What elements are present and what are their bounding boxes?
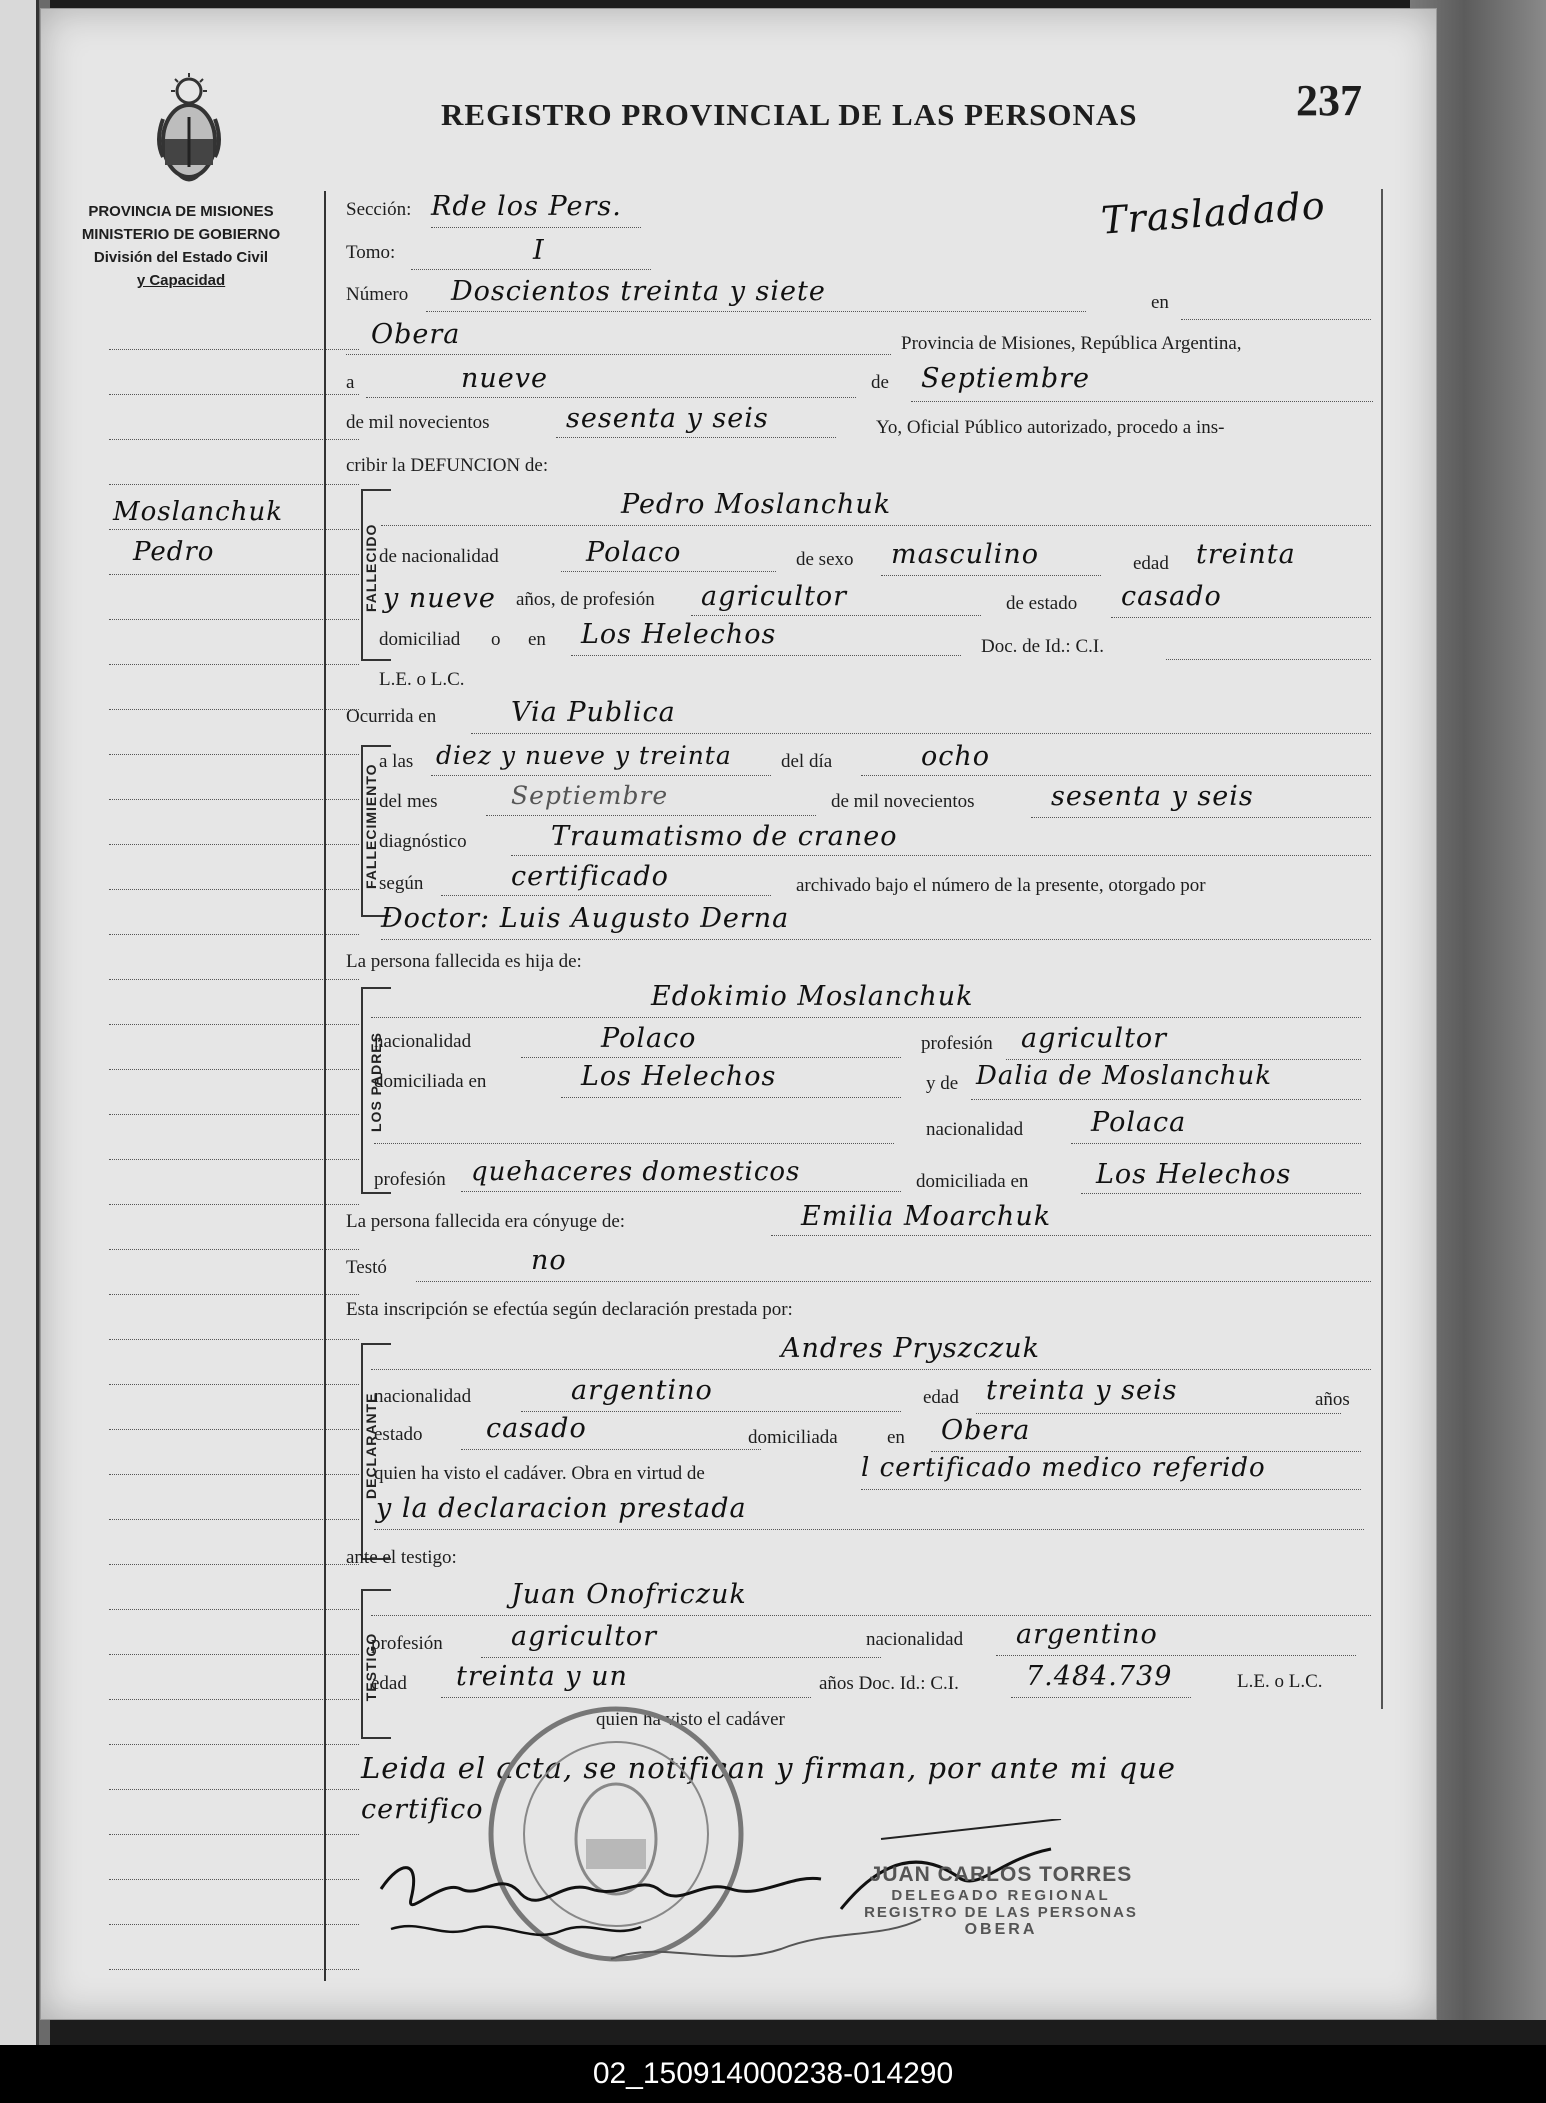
conyuge-label: La persona fallecida era cónyuge de: — [346, 1211, 626, 1232]
stamp-place: OBERA — [964, 1921, 1038, 1938]
padre-nac-label: nacionalidad — [374, 1031, 472, 1052]
de-label: de — [871, 372, 889, 393]
official-stamp — [816, 1863, 1186, 1939]
test-doc-label: años Doc. Id.: C.I. — [819, 1673, 959, 1694]
madre-nac-label: nacionalidad — [926, 1119, 1024, 1140]
madre-nac-value: Polaca — [1091, 1107, 1187, 1138]
seccion-label: Sección: — [346, 199, 412, 220]
obra-value-2: y la declaracion prestada — [376, 1493, 747, 1524]
padre-prof-label: profesión — [921, 1033, 993, 1054]
de-estado-label: de estado — [1006, 593, 1078, 614]
ocurrida-label: Ocurrida en — [346, 706, 437, 727]
cribir-label: cribir la DEFUNCION de: — [346, 455, 549, 476]
domiciliad-label: domiciliad — [379, 629, 461, 650]
office-line-3: División del Estado Civil — [93, 249, 269, 266]
a-las-label: a las — [379, 751, 414, 772]
office-heading — [46, 200, 316, 292]
en-label: en — [1151, 292, 1169, 313]
padre-dom-label: domiciliada en — [374, 1071, 487, 1092]
segun-label: según — [379, 873, 424, 894]
edad-value-a: treinta — [1196, 539, 1296, 570]
margin-surname: Moslanchuk — [113, 497, 283, 527]
edad-value-b: y nueve — [383, 583, 496, 614]
dia-value: nueve — [461, 363, 548, 394]
diagnostico-label: diagnóstico — [379, 831, 467, 852]
de-mil-label: de mil novecientos — [346, 412, 490, 433]
hora-value: diez y nueve y treinta — [436, 741, 732, 770]
testo-value: no — [531, 1245, 567, 1276]
stamp-role: DELEGADO REGIONAL — [891, 1887, 1111, 1904]
padres-bracket — [361, 987, 363, 1192]
decl-anos-label: años — [1315, 1389, 1350, 1410]
domicilio-value: Los Helechos — [581, 619, 777, 650]
testigo-side-label: TESTIGO — [363, 1632, 379, 1702]
madre-dom-value: Los Helechos — [1096, 1159, 1292, 1190]
inscripcion-label: Esta inscripción se efectúa según declaración prestada por: — [346, 1299, 793, 1320]
test-edad-label: edad — [371, 1673, 407, 1694]
testo-label: Testó — [346, 1257, 387, 1278]
margin-divider — [324, 191, 326, 1981]
decl-estado-label: estado — [374, 1424, 423, 1445]
de-nacionalidad-label: de nacionalidad — [379, 546, 499, 567]
margin-name: Pedro — [133, 537, 215, 567]
ciudad-value: Obera — [371, 319, 461, 350]
test-prof-label: profesión — [371, 1633, 443, 1654]
sexo-value: masculino — [891, 539, 1039, 570]
test-ci-value: 7.484.739 — [1026, 1661, 1173, 1692]
padre-value: Edokimio Moslanchuk — [651, 981, 974, 1012]
test-nac-value: argentino — [1016, 1619, 1158, 1650]
scan-id-footer: 02_150914000238-014290 — [0, 2045, 1546, 2103]
del-mes-label: del mes — [379, 791, 438, 812]
decl-dom-value: Obera — [941, 1415, 1031, 1446]
conyuge-value: Emilia Moarchuk — [801, 1201, 1052, 1232]
madre-prof-value: quehaceres domesticos — [471, 1157, 801, 1187]
decl-edad-label: edad — [923, 1387, 959, 1408]
test-edad-value: treinta y un — [456, 1661, 628, 1692]
cierre-line-1: Leida el acta, se notifican y firman, por ante mi que — [361, 1751, 1176, 1785]
decl-estado-value: casado — [486, 1413, 587, 1444]
decl-dom-label: domiciliada — [748, 1427, 838, 1448]
page-number: 237 — [1296, 76, 1362, 125]
mes-fall-value: Septiembre — [511, 781, 669, 810]
stamp-office: REGISTRO DE LAS PERSONAS — [864, 1904, 1138, 1921]
right-border — [1381, 189, 1383, 1709]
fallecido-side-label: FALLECIDO — [363, 523, 379, 612]
le-lc-label: L.E. o L.C. — [379, 669, 465, 690]
left-page-edge — [0, 0, 39, 2045]
y-de-label: y de — [926, 1073, 959, 1094]
transfer-annotation: Trasladado — [1099, 183, 1327, 243]
fallecimiento-side-label: FALLECIMIENTO — [363, 763, 379, 889]
test-le-lc-label: L.E. o L.C. — [1237, 1671, 1323, 1692]
seccion-value: Rde los Pers. — [431, 191, 622, 222]
padre-dom-value: Los Helechos — [581, 1061, 777, 1092]
padre-prof-value: agricultor — [1021, 1023, 1168, 1054]
obra-value-1: l certificado medico referido — [861, 1453, 1266, 1483]
provincia-label: Provincia de Misiones, República Argentina, — [901, 333, 1242, 354]
anio-fall-value: sesenta y seis — [1051, 781, 1254, 812]
quien-visto-label: quien ha visto el cadáver. Obra en virtud de — [374, 1463, 705, 1484]
numero-label: Número — [346, 284, 409, 305]
archivado-label: archivado bajo el número de la presente, otorgado por — [796, 875, 1206, 896]
a-label: a — [346, 372, 355, 393]
estado-value: casado — [1121, 581, 1222, 612]
office-line-1: PROVINCIA DE MISIONES — [88, 203, 274, 220]
cierre-line-2: certifico — [361, 1794, 484, 1825]
en-label-2: en — [528, 629, 546, 650]
office-line-2: MINISTERIO DE GOBIERNO — [81, 226, 281, 243]
tomo-label: Tomo: — [346, 242, 396, 263]
dia-fall-value: ocho — [921, 741, 991, 772]
tomo-value: I — [533, 235, 545, 266]
ocurrida-value: Via Publica — [511, 697, 676, 728]
office-line-4: y Capacidad — [136, 272, 226, 289]
madre-dom-label: domiciliada en — [916, 1171, 1029, 1192]
stamp-name: JUAN CARLOS TORRES — [869, 1863, 1133, 1886]
test-prof-value: agricultor — [511, 1621, 658, 1652]
numero-value: Doscientos treinta y siete — [451, 276, 826, 307]
page-title: REGISTRO PROVINCIAL DE LAS PERSONAS — [441, 97, 1138, 132]
domicilio-sufijo: o — [491, 629, 501, 650]
sexo-label: de sexo — [796, 549, 854, 570]
edad-label: edad — [1133, 553, 1169, 574]
madre-prof-label: profesión — [374, 1169, 446, 1190]
yo-oficial-label: Yo, Oficial Público autorizado, procedo a ins- — [876, 417, 1225, 438]
coat-of-arms-icon — [149, 71, 229, 191]
decl-edad-value: treinta y seis — [986, 1375, 1178, 1406]
de-mil-label-2: de mil novecientos — [831, 791, 975, 812]
decl-nac-value: argentino — [571, 1375, 713, 1406]
profesion-value: agricultor — [701, 581, 848, 612]
mes-value: Septiembre — [921, 363, 1090, 394]
declarante-side-label: DECLARANTE — [363, 1392, 379, 1499]
declarante-value: Andres Pryszczuk — [781, 1333, 1040, 1364]
decl-nac-label: nacionalidad — [374, 1386, 472, 1407]
hija-de-label: La persona fallecida es hija de: — [346, 951, 582, 972]
madre-value: Dalia de Moslanchuk — [976, 1061, 1273, 1091]
quien-visto-2-label: quien ha visto el cadáver — [596, 1709, 785, 1730]
doc-id-label: Doc. de Id.: C.I. — [981, 636, 1104, 657]
nombre-value: Pedro Moslanchuk — [621, 489, 892, 520]
padre-nac-value: Polaco — [601, 1023, 697, 1054]
nacionalidad-value: Polaco — [586, 537, 682, 568]
anio-value: sesenta y seis — [566, 403, 769, 434]
register-page — [40, 8, 1437, 2020]
decl-en-label: en — [887, 1427, 905, 1448]
diagnostico-value: Traumatismo de craneo — [551, 821, 898, 852]
del-dia-label: del día — [781, 751, 833, 772]
testigo-value: Juan Onofriczuk — [511, 1579, 747, 1610]
segun-value: certificado — [511, 861, 669, 892]
test-nac-label: nacionalidad — [866, 1629, 964, 1650]
padres-side-label: LOS PADRES — [368, 1032, 384, 1132]
anos-profesion-label: años, de profesión — [516, 589, 655, 610]
doctor-value: Doctor: Luis Augusto Derna — [381, 903, 790, 934]
ante-testigo-label: ante el testigo: — [346, 1547, 457, 1568]
